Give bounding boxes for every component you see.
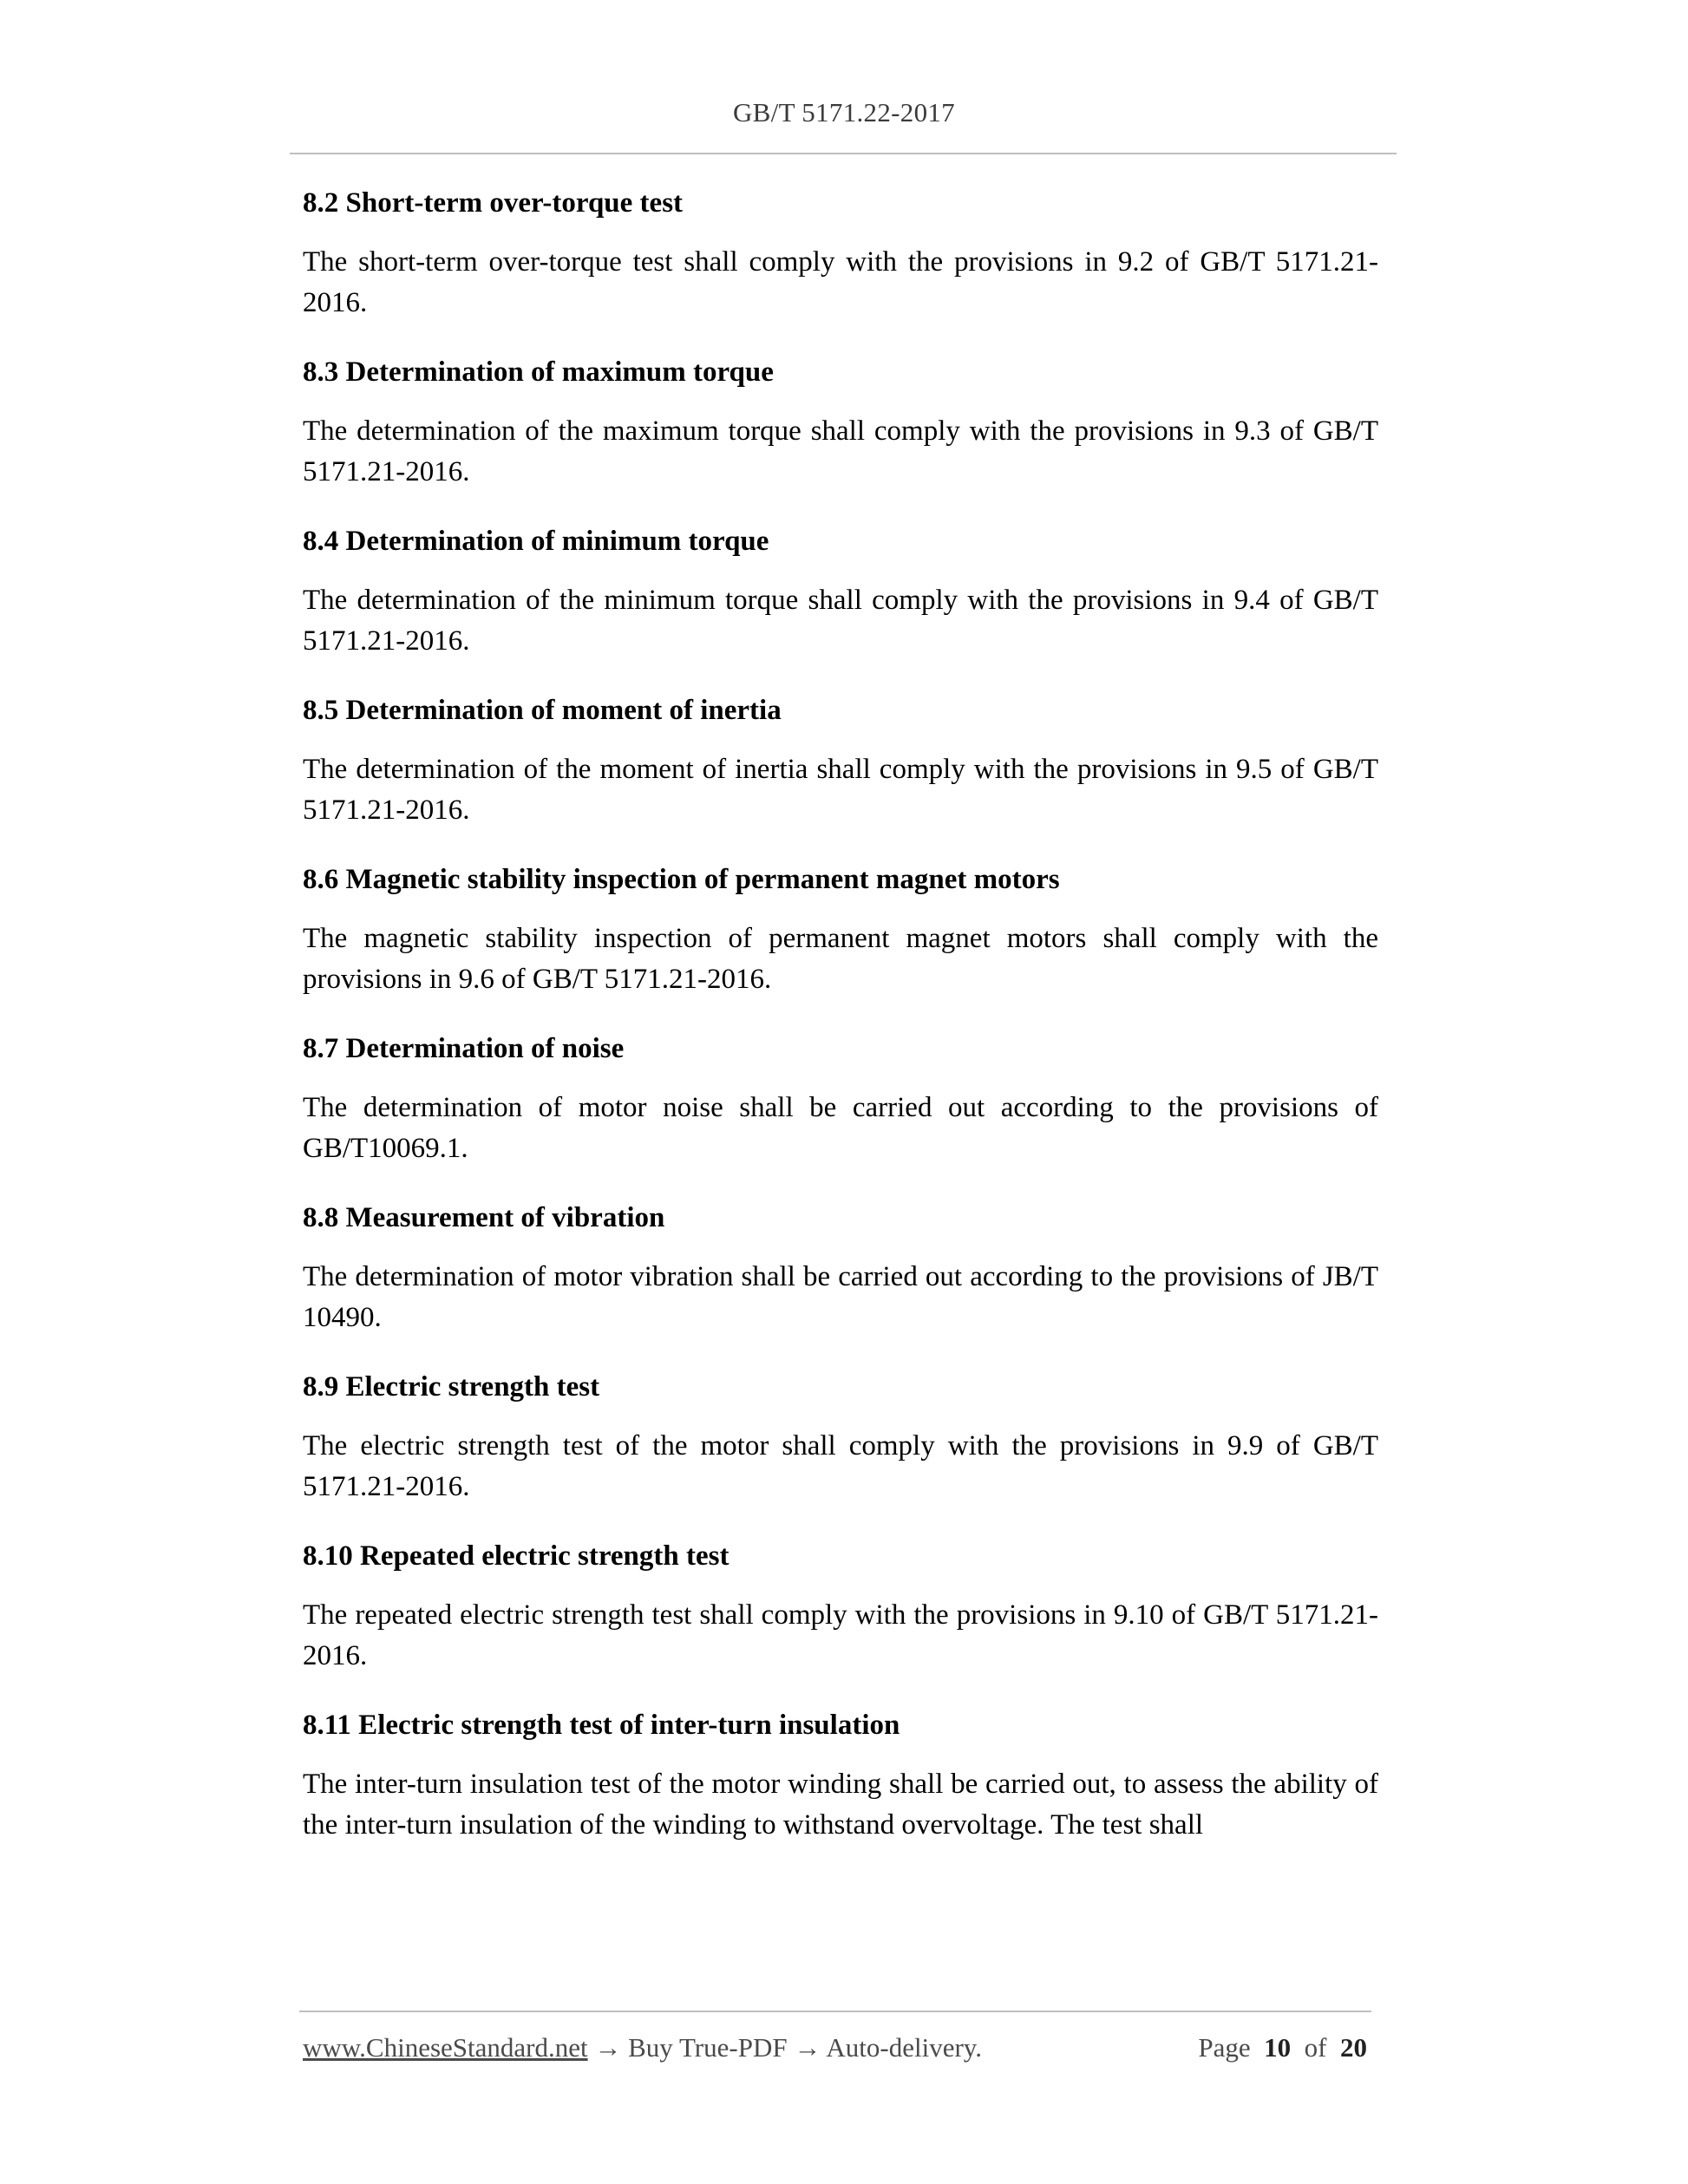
auto-delivery-text: Auto-delivery. — [826, 2032, 983, 2063]
section-heading: 8.6 Magnetic stability inspection of permanent magnet motors — [303, 864, 1060, 895]
arrow-right-icon: → — [794, 2032, 821, 2063]
header-divider — [290, 153, 1397, 154]
section-8-8 — [303, 1198, 1378, 1338]
section-paragraph: The short-term over-torque test shall comply with the provisions in 9.2 of GB/T 5171.21-2016. — [303, 246, 1378, 318]
section-heading: 8.4 Determination of minimum torque — [303, 526, 769, 557]
page-total: 20 — [1340, 2032, 1367, 2063]
page-indicator — [1198, 2032, 1367, 2063]
section-8-2 — [303, 183, 1378, 324]
section-heading: 8.3 Determination of maximum torque — [303, 356, 774, 388]
footer-divider — [299, 2011, 1371, 2012]
section-8-3 — [303, 352, 1378, 493]
section-paragraph: The repeated electric strength test shall comply with the provisions in 9.10 of GB/T 5171.21-2016. — [303, 1599, 1378, 1671]
page-number: 10 — [1264, 2032, 1292, 2063]
section-heading: 8.10 Repeated electric strength test — [303, 1540, 730, 1572]
document-body — [303, 183, 1378, 1874]
section-heading: 8.5 Determination of moment of inertia — [303, 695, 782, 726]
section-heading: 8.11 Electric strength test of inter-turn insulation — [303, 1710, 900, 1741]
section-8-7 — [303, 1029, 1378, 1169]
section-heading: 8.2 Short-term over-torque test — [303, 187, 684, 219]
section-8-9 — [303, 1367, 1378, 1507]
section-paragraph: The magnetic stability inspection of permanent magnet motors shall comply with the provisions in 9.6 of GB/T 5171.21-2016. — [303, 923, 1378, 995]
section-8-4 — [303, 521, 1378, 662]
section-paragraph: The determination of motor vibration shall be carried out according to the provisions of JB/T 10490. — [303, 1261, 1378, 1333]
section-heading: 8.8 Measurement of vibration — [303, 1202, 665, 1233]
section-heading: 8.7 Determination of noise — [303, 1033, 625, 1064]
section-8-10 — [303, 1536, 1378, 1677]
section-8-5 — [303, 690, 1378, 831]
section-paragraph: The determination of the minimum torque shall comply with the provisions in 9.4 of GB/T 5171.21-2016. — [303, 585, 1378, 657]
document-header: GB/T 5171.22-2017 — [733, 97, 955, 128]
section-8-6 — [303, 860, 1378, 1000]
section-heading: 8.9 Electric strength test — [303, 1371, 600, 1403]
section-paragraph: The electric strength test of the motor shall comply with the provisions in 9.9 of GB/T 5171.21-2016. — [303, 1430, 1378, 1502]
section-paragraph: The determination of the maximum torque shall comply with the provisions in 9.3 of GB/T 5171.21-2016. — [303, 415, 1378, 487]
section-paragraph: The determination of the moment of inertia shall comply with the provisions in 9.5 of GB/T 5171.21-2016. — [303, 754, 1378, 826]
of-label: of — [1304, 2032, 1327, 2063]
page-label: Page — [1198, 2032, 1251, 2063]
section-paragraph: The inter-turn insulation test of the motor winding shall be carried out, to assess the ability of the inter-turn insulation of the winding to withstand overvoltage. The test shall — [303, 1769, 1378, 1841]
buy-pdf-text: Buy True-PDF — [628, 2032, 788, 2063]
site-link[interactable]: www.ChineseStandard.net — [303, 2032, 588, 2063]
section-8-11 — [303, 1705, 1378, 1846]
footer-promo — [303, 2032, 982, 2063]
section-paragraph: The determination of motor noise shall be carried out according to the provisions of GB/T10069.1. — [303, 1092, 1378, 1164]
arrow-right-icon: → — [594, 2032, 622, 2063]
